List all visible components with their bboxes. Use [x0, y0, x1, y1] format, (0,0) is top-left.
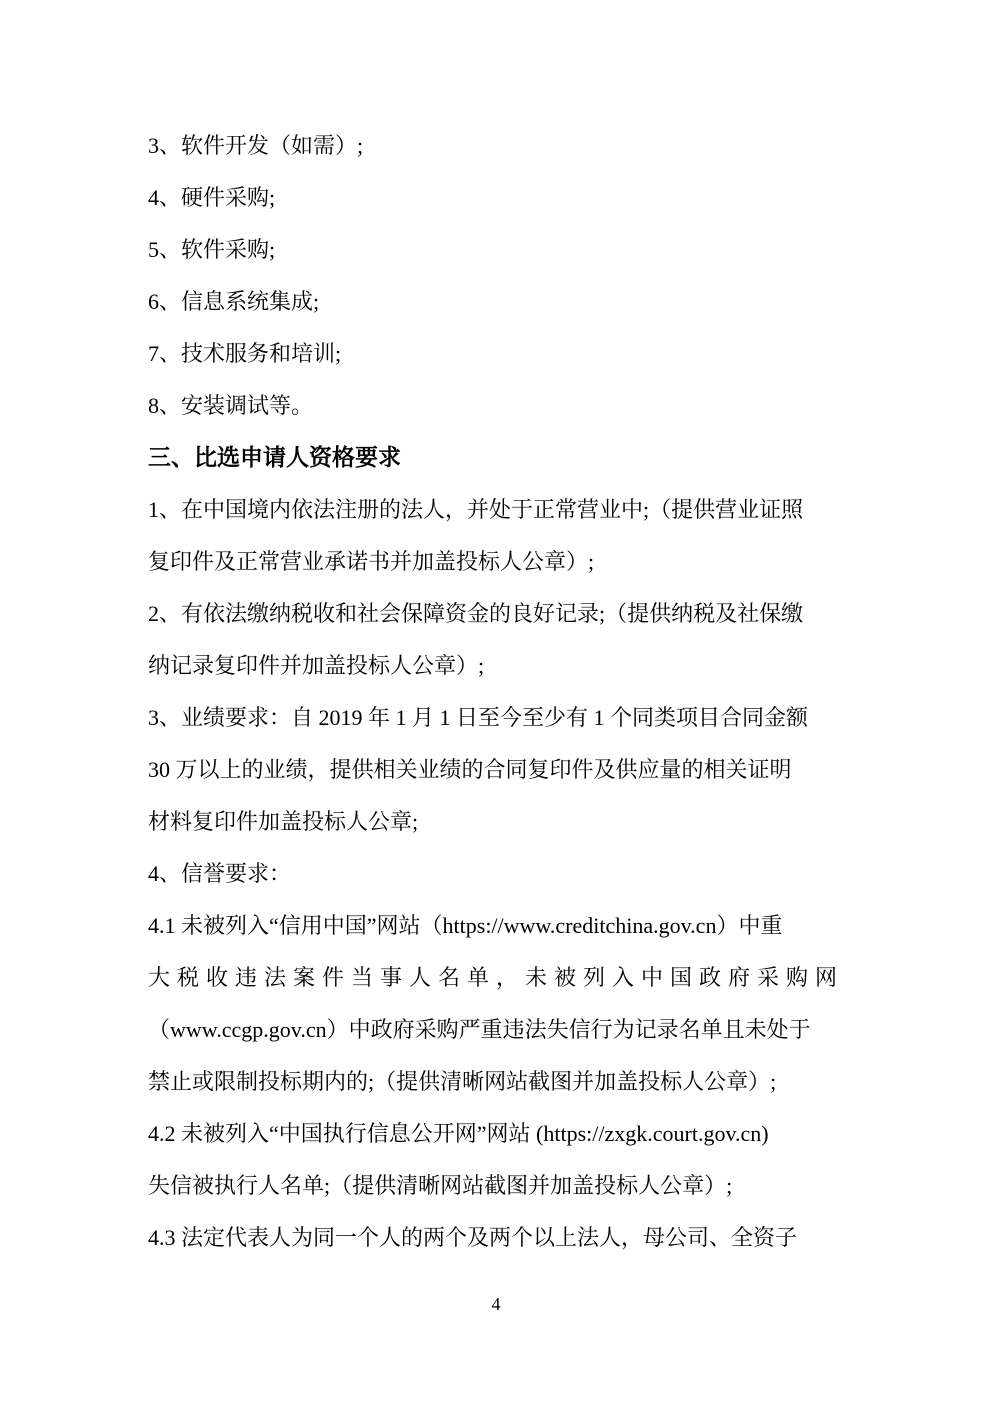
scope-item: 7、技术服务和培训; [148, 341, 342, 366]
requirement-line: （www.ccgp.gov.cn）中政府采购严重违法失信行为记录名单且未处于 [148, 1017, 811, 1042]
scope-item: 4、硬件采购; [148, 185, 276, 210]
requirement-line: 30 万以上的业绩，提供相关业绩的合同复印件及供应量的相关证明 [148, 757, 792, 782]
requirement-line: 大税收违法案件当事人名单，未被列入中国政府采购网 [148, 965, 845, 990]
requirement-line: 禁止或限制投标期内的;（提供清晰网站截图并加盖投标人公章）; [148, 1069, 777, 1094]
requirement-line: 1、在中国境内依法注册的法人，并处于正常营业中;（提供营业证照 [148, 497, 804, 522]
requirement-line: 3、业绩要求：自 2019 年 1 月 1 日至今至少有 1 个同类项目合同金额 [148, 705, 809, 730]
requirement-line: 纳记录复印件并加盖投标人公章）; [148, 653, 485, 678]
section-heading: 三、比选申请人资格要求 [148, 445, 401, 470]
requirement-line: 材料复印件加盖投标人公章; [148, 809, 419, 834]
requirement-line: 2、有依法缴纳税收和社会保障资金的良好记录;（提供纳税及社保缴 [148, 601, 804, 626]
requirement-line: 4、信誉要求： [148, 861, 292, 886]
scope-item: 3、软件开发（如需）; [148, 133, 364, 158]
scope-item: 8、安装调试等。 [148, 393, 314, 418]
page-number: 4 [491, 1294, 501, 1314]
scope-item: 5、软件采购; [148, 237, 276, 262]
requirement-line: 4.1 未被列入“信用中国”网站（https://www.creditchina.gov.cn）中重 [148, 913, 783, 938]
scope-item: 6、信息系统集成; [148, 289, 320, 314]
requirement-line: 4.2 未被列入“中国执行信息公开网”网站 (https://zxgk.court.gov.cn) [148, 1121, 769, 1146]
requirement-line: 复印件及正常营业承诺书并加盖投标人公章）; [148, 549, 595, 574]
requirement-line: 4.3 法定代表人为同一个人的两个及两个以上法人，母公司、全资子 [148, 1225, 798, 1250]
document-body [148, 120, 848, 1264]
requirement-line: 失信被执行人名单;（提供清晰网站截图并加盖投标人公章）; [148, 1173, 733, 1198]
